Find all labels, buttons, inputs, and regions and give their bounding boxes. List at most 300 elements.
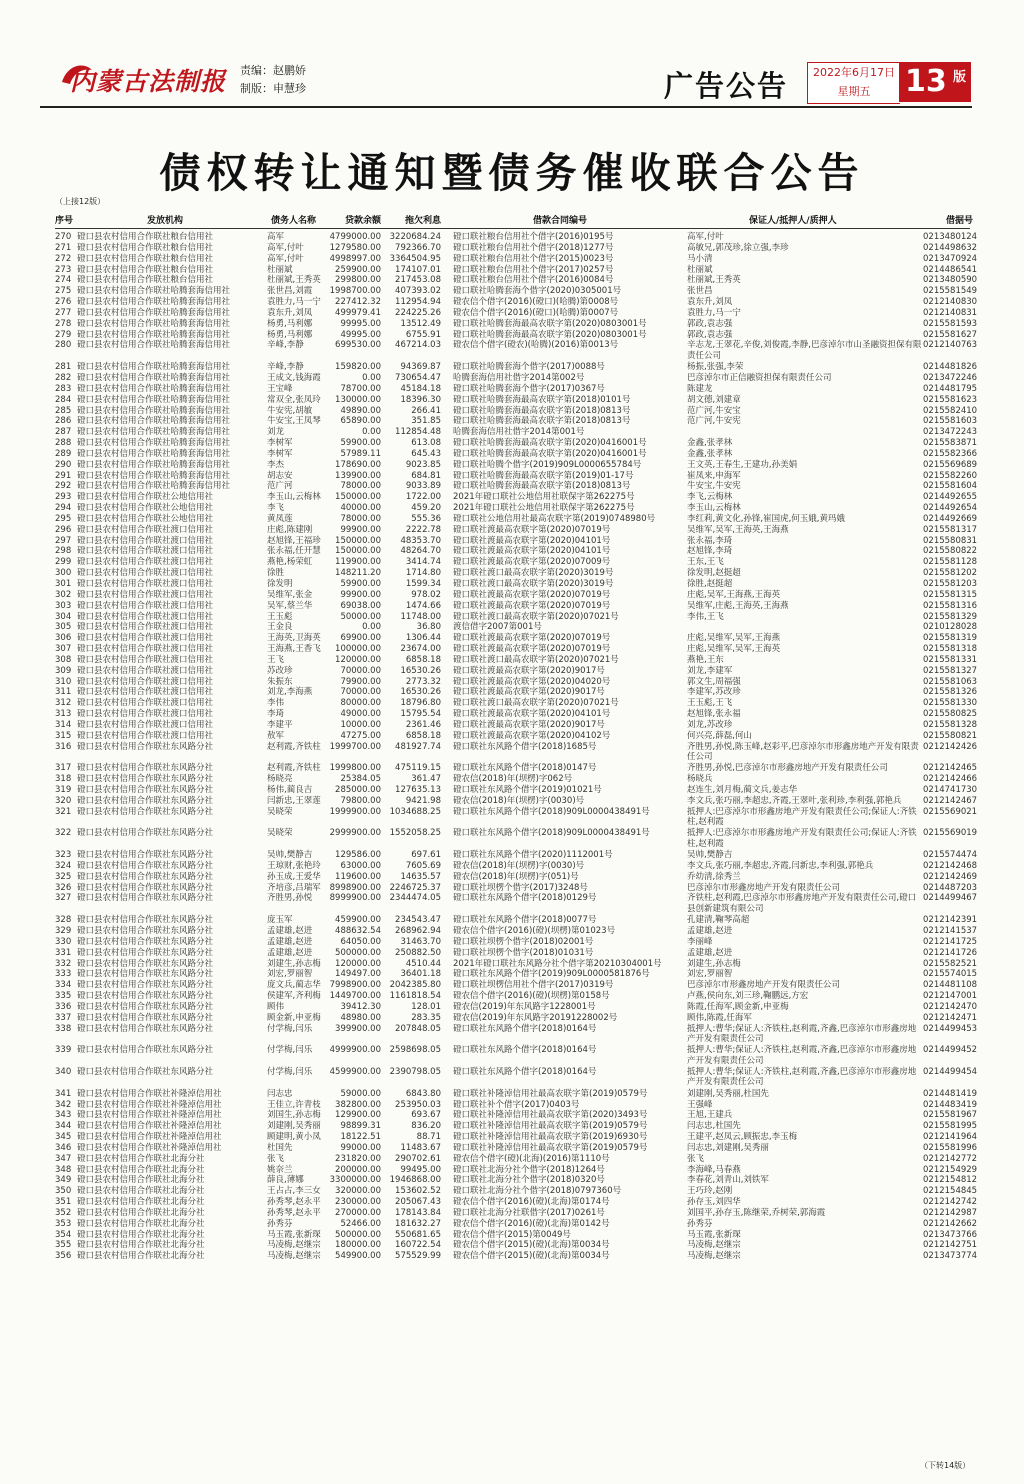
row-seq: 335 <box>55 991 72 1002</box>
row-debtor: 刘龙 <box>267 427 285 438</box>
producer-line: 制版：申慧珍 <box>240 82 306 95</box>
row-seq: 300 <box>55 568 72 579</box>
row-guarantor: 抵押人:曹华;保证人:齐铁柱,赵利霞,齐鑫,巴彦淖尔市形鑫房地产开发有限责任公司 <box>687 1023 917 1045</box>
row-guarantor: 徐胜,赵挺超 <box>687 579 733 589</box>
row-seq: 321 <box>55 806 72 817</box>
row-guarantor: 王文英,王春生,王建功,孙美娟 <box>687 459 798 470</box>
table-row <box>55 1142 978 1154</box>
row-lender: 磴口县农村信用合作联社公地信用社 <box>77 513 214 524</box>
row-guarantor: 孙秀芬 <box>687 1218 713 1229</box>
row-balance: 285000.00 <box>335 785 381 796</box>
row-seq: 274 <box>55 275 72 286</box>
row-balance: 69900.00 <box>340 633 381 644</box>
row-guarantor: 范广河,牛安宝 <box>687 405 741 416</box>
row-balance: 40000.00 <box>340 503 381 514</box>
row-seq: 350 <box>55 1186 72 1197</box>
row-seq: 349 <box>55 1175 72 1186</box>
row-debtor: 徐发明 <box>267 579 293 589</box>
row-seq: 285 <box>55 405 72 416</box>
row-debtor: 张飞 <box>267 1153 285 1164</box>
row-contract: 磴口联社渡最高农联字第(2020)04101号 <box>453 546 611 557</box>
row-guarantor: 李飞,云梅林 <box>687 492 733 503</box>
row-debtor: 刘国生,孙志梅 <box>267 1110 321 1121</box>
row-lender: 磴口县农村信用合作联社东风路分社 <box>77 915 214 926</box>
table-row <box>55 427 978 438</box>
row-lender: 磴口县农村信用合作联社东风路分社 <box>77 871 214 882</box>
row-lender: 磴口县农村信用合作联社东风路分社 <box>77 969 214 980</box>
row-guarantor: 赵连生,刘月梅,蔺文兵,姜志华 <box>687 785 798 796</box>
table-row <box>55 969 978 980</box>
row-seq: 319 <box>55 785 72 796</box>
row-interest: 6843.80 <box>405 1088 441 1099</box>
row-balance: 49890.00 <box>340 405 381 416</box>
row-interest: 693.67 <box>411 1110 441 1121</box>
row-contract: 磴农信个借字(2015)(磴)(北海)第0034号 <box>453 1251 610 1262</box>
row-seq: 348 <box>55 1164 72 1175</box>
row-lender: 磴口县农村信用合作联社东风路分社 <box>77 1012 214 1023</box>
row-balance: 129900.00 <box>335 1110 381 1121</box>
row-debtor: 袁东升,刘凤 <box>267 307 313 318</box>
row-seq: 289 <box>55 448 72 459</box>
row-seq: 311 <box>55 687 72 698</box>
row-guarantor: 抵押人:巴彦淖尔市形鑫房地产开发有限责任公司;保证人:齐铁柱,赵利霞 <box>687 828 917 849</box>
row-receipt: 0215569689 <box>923 459 978 470</box>
row-receipt: 0215580821 <box>923 730 978 741</box>
row-seq: 296 <box>55 524 72 535</box>
row-guarantor: 闫志忠,杜国先 <box>687 1121 741 1132</box>
row-receipt: 0212142465 <box>923 763 978 774</box>
table-row <box>55 307 978 319</box>
row-receipt: 0212142426 <box>923 741 978 752</box>
row-contract: 磴农信个借字(2016)(磴)(坝楞)第01023号 <box>453 926 616 936</box>
row-contract: 磴口联社粮台信用社个借字(2015)0023号 <box>453 253 614 264</box>
row-lender: 磴口县农村信用合作联社渡口信用社 <box>77 698 214 709</box>
row-lender: 磴口县农村信用合作联社哈腾套海信用社 <box>77 470 231 481</box>
row-debtor: 马凌梅,赵继宗 <box>267 1251 321 1262</box>
row-contract: 磴口联社粮台信用社个借字(2016)0084号 <box>453 275 614 286</box>
table-row <box>55 806 978 829</box>
row-receipt: 0212154845 <box>923 1186 978 1197</box>
row-receipt: 0213472246 <box>923 372 978 383</box>
row-guarantor: 王强峰 <box>687 1099 713 1110</box>
row-guarantor: 孟建雄,赵进 <box>687 947 733 958</box>
row-seq: 353 <box>55 1218 72 1229</box>
row-interest: 684.81 <box>411 470 441 481</box>
row-contract: 磴口联社东风路个借字(2018)0164号 <box>453 1023 597 1034</box>
row-interest: 9421.98 <box>405 795 441 806</box>
row-contract: 磴口联社渡最高农联字第(2020)07019号 <box>453 644 611 655</box>
row-interest: 792366.70 <box>395 242 441 253</box>
row-guarantor: 王巧玲,赵刚 <box>687 1186 733 1197</box>
row-seq: 295 <box>55 513 72 524</box>
row-seq: 352 <box>55 1207 72 1218</box>
row-seq: 322 <box>55 828 72 839</box>
row-guarantor: 齐胜男,孙悦,陈玉峰,赵彩平,巴彦淖尔市形鑫房地产开发有限责任公司 <box>687 741 919 763</box>
table-row <box>55 1229 978 1241</box>
row-contract: 磴口联社粮台信用社个借字(2018)1277号 <box>453 242 614 253</box>
row-debtor: 常双全,张凤玲 <box>267 394 321 405</box>
row-interest: 224225.26 <box>395 307 441 318</box>
row-interest: 1722.00 <box>405 492 441 503</box>
row-debtor: 范广河 <box>267 481 293 492</box>
row-balance: 119600.00 <box>335 871 381 882</box>
row-contract: 哈腾套海信用社借字2014第001号 <box>453 427 585 438</box>
row-interest: 1552058.25 <box>389 828 441 839</box>
editor-line: 责编：赵鹏娇 <box>240 64 306 77</box>
row-contract: 磴口联社渡最高农联字第(2020)07019号 <box>453 633 611 644</box>
row-interest: 2042385.80 <box>389 980 441 991</box>
table-row <box>55 709 978 720</box>
row-lender: 磴口县农村信用合作联社粮台信用社 <box>77 253 214 264</box>
row-contract: 磴农信个借字(磴)(北海)(2016)第1110号 <box>453 1153 610 1164</box>
header-guarantor: 保证人/抵押人/质押人 <box>749 216 837 226</box>
table-row <box>55 774 978 785</box>
row-balance: 399900.00 <box>335 1023 381 1034</box>
row-interest: 181632.27 <box>395 1218 441 1229</box>
row-balance: 65890.00 <box>340 416 381 427</box>
row-debtor: 李飞 <box>267 503 285 514</box>
row-contract: 磴口联社东风路个借字(2019)01021号 <box>453 785 602 796</box>
row-balance: 78700.00 <box>340 383 381 394</box>
row-interest: 266.41 <box>411 405 441 416</box>
row-guarantor: 范广河,牛安宪 <box>687 416 741 427</box>
row-seq: 336 <box>55 1001 72 1012</box>
row-receipt: 0212142662 <box>923 1218 978 1229</box>
row-interest: 1034688.25 <box>389 806 441 817</box>
row-contract: 哈腾套海信用社借字2014第002号 <box>453 372 585 383</box>
row-seq: 290 <box>55 459 72 470</box>
row-debtor: 薛良,薄娜 <box>267 1175 304 1186</box>
row-debtor: 李杰 <box>267 459 285 470</box>
row-contract: 磴口联社东风路个借字(2018)909L0000438491号 <box>453 806 650 817</box>
row-interest: 16530.26 <box>400 665 441 676</box>
row-interest: 23674.00 <box>400 644 441 655</box>
row-lender: 磴口县农村信用合作联社补隆淖信用社 <box>77 1132 222 1143</box>
issue-date: 2022年6月17日 <box>813 66 895 79</box>
row-seq: 279 <box>55 329 72 340</box>
row-guarantor: 杨振,张强,李荣 <box>687 362 744 373</box>
row-contract: 磴口联社坝楞信用社个借字(2017)0319号 <box>453 980 614 991</box>
row-balance: 49995.00 <box>340 329 381 340</box>
row-interest: 2598698.05 <box>389 1045 441 1056</box>
row-receipt: 0214481419 <box>923 1088 978 1099</box>
header-balance: 贷款余额 <box>344 216 381 226</box>
masthead-rule <box>40 106 972 108</box>
row-seq: 327 <box>55 893 72 904</box>
row-receipt: 0215581330 <box>923 698 978 709</box>
table-row <box>55 297 978 308</box>
table-row <box>55 687 978 698</box>
row-balance: 130000.00 <box>335 394 381 405</box>
row-contract: 磴农信个借字(2016)(磴)(北海)第0142号 <box>453 1218 610 1229</box>
row-debtor: 燕艳,杨荣虹 <box>267 557 313 568</box>
row-interest: 127635.13 <box>395 785 441 796</box>
page-title: 债权转让通知暨债务催收联合公告 <box>159 149 865 197</box>
row-balance: 2999900.00 <box>329 828 381 839</box>
row-debtor: 王海燕,王香飞 <box>267 644 321 655</box>
row-receipt: 0215580831 <box>923 535 978 546</box>
row-seq: 273 <box>55 264 72 275</box>
table-row <box>55 1251 978 1262</box>
row-guarantor: 马小清 <box>687 253 713 264</box>
row-receipt: 0212142742 <box>923 1197 978 1208</box>
row-receipt: 0215581623 <box>923 394 978 405</box>
row-lender: 磴口县农村信用合作联社北海分社 <box>77 1164 205 1175</box>
header-seq: 序号 <box>55 216 74 226</box>
row-seq: 313 <box>55 709 72 720</box>
row-receipt: 0215581326 <box>923 687 978 698</box>
row-balance: 1999900.00 <box>329 806 381 817</box>
row-seq: 276 <box>55 297 72 308</box>
row-guarantor: 吴帅,樊静吉 <box>687 850 733 861</box>
table-row <box>55 893 978 915</box>
row-interest: 88.71 <box>416 1132 441 1143</box>
row-interest: 174107.01 <box>395 264 441 275</box>
row-balance: 0.00 <box>362 622 381 633</box>
row-receipt: 0212147001 <box>923 991 978 1002</box>
row-interest: 153602.52 <box>395 1186 441 1197</box>
row-debtor: 李树军 <box>267 438 293 449</box>
row-balance: 99900.00 <box>340 589 381 600</box>
row-receipt: 0212142751 <box>923 1240 978 1251</box>
table-row <box>55 318 978 330</box>
row-debtor: 牛安宝,王凤琴 <box>267 416 321 427</box>
row-seq: 356 <box>55 1251 72 1262</box>
row-balance: 159820.00 <box>335 362 381 373</box>
row-seq: 271 <box>55 242 72 253</box>
row-seq: 351 <box>55 1197 72 1208</box>
row-debtor: 王佳立,许青枝 <box>267 1099 321 1110</box>
row-seq: 354 <box>55 1229 72 1240</box>
row-lender: 磴口县农村信用合作联社补隆淖信用社 <box>77 1088 222 1099</box>
row-guarantor: 马凌梅,赵继宗 <box>687 1251 741 1262</box>
row-interest: 112954.94 <box>395 297 441 308</box>
row-guarantor: 金鑫,张孝林 <box>687 438 733 449</box>
row-contract: 磴农信个借字(2016)(磴口)(哈腾)第0008号 <box>453 297 619 308</box>
row-debtor: 孟建雄,赵进 <box>267 936 313 947</box>
table-row <box>55 1153 978 1165</box>
row-debtor: 高军,付叶 <box>267 242 304 253</box>
row-lender: 磴口县农村信用合作联社粮台信用社 <box>77 232 214 242</box>
table-row <box>55 1197 978 1208</box>
row-debtor: 杜丽斌 <box>267 264 293 275</box>
row-receipt: 0213480124 <box>923 232 978 242</box>
row-seq: 324 <box>55 860 72 871</box>
row-debtor: 敖军 <box>267 730 285 741</box>
row-lender: 磴口县农村信用合作联社北海分社 <box>77 1186 205 1197</box>
row-balance: 57989.11 <box>340 448 381 459</box>
row-guarantor: 赵旭锋,李琦 <box>687 546 733 557</box>
row-balance: 500000.00 <box>335 1229 381 1240</box>
row-interest: 555.36 <box>411 513 441 524</box>
row-debtor: 辛峰,李静 <box>267 340 304 351</box>
row-debtor: 王宝峰 <box>267 383 293 394</box>
row-guarantor: 卢燕,侯向东,刘三珍,鞠鹏远,方宏 <box>687 991 809 1002</box>
row-interest: 481927.74 <box>395 741 441 752</box>
row-interest: 94369.87 <box>400 362 441 373</box>
row-contract: 磴口联社哈腾套海最高农联字第(2018)0813号 <box>453 405 631 416</box>
row-seq: 323 <box>55 850 72 861</box>
table-row <box>55 828 978 850</box>
row-contract: 磴口联社坝楞个借字(2017)3248号 <box>453 882 588 893</box>
issue-weekday: 星期五 <box>837 85 871 98</box>
row-debtor: 孙秀芬 <box>267 1218 293 1229</box>
table-row <box>55 980 978 991</box>
row-contract: 2021年磴口联社东风路分社个借字第20210304001号 <box>453 958 662 969</box>
row-seq: 338 <box>55 1023 72 1034</box>
row-balance: 4999900.00 <box>329 1045 381 1056</box>
row-seq: 344 <box>55 1121 72 1132</box>
row-seq: 339 <box>55 1045 72 1056</box>
row-guarantor: 王玉彪,王飞 <box>687 698 733 709</box>
row-interest: 9023.85 <box>405 459 441 470</box>
row-balance: 320000.00 <box>335 1186 381 1197</box>
row-balance: 25384.05 <box>340 774 381 785</box>
row-receipt: 0214492655 <box>923 492 978 503</box>
table-row <box>55 785 978 796</box>
row-receipt: 0215569021 <box>923 806 978 817</box>
row-balance: 52466.00 <box>340 1218 381 1229</box>
row-receipt: 0210128028 <box>923 622 978 633</box>
row-balance: 63000.00 <box>340 860 381 871</box>
row-lender: 磴口县农村信用合作联社渡口信用社 <box>77 654 214 665</box>
row-lender: 磴口县农村信用合作联社渡口信用社 <box>77 665 214 676</box>
table-row <box>55 383 978 395</box>
row-receipt: 0215581996 <box>923 1142 978 1153</box>
row-seq: 341 <box>55 1088 72 1099</box>
row-guarantor: 齐胜男,孙悦,巴彦淖尔市形鑫房地产开发有限责任公司 <box>687 763 888 774</box>
row-guarantor: 孟建雄,赵进 <box>687 926 733 936</box>
row-interest: 2773.32 <box>405 676 441 687</box>
row-lender: 磴口县农村信用合作联社哈腾套海信用社 <box>77 329 231 340</box>
row-receipt: 0215581604 <box>923 481 978 492</box>
table-row <box>55 665 978 677</box>
row-receipt: 0215581203 <box>923 579 978 589</box>
row-contract: 磴口联社哈腾套海最高农联字第(2018)0813号 <box>453 481 631 492</box>
row-balance: 150000.00 <box>335 535 381 546</box>
row-debtor: 付学梅,闫乐 <box>267 1045 313 1056</box>
row-interest: 550681.65 <box>395 1229 441 1240</box>
row-guarantor: 牛安宝,牛安宪 <box>687 481 741 492</box>
row-receipt: 0212140763 <box>923 340 978 351</box>
row-lender: 磴口县农村信用合作联社哈腾套海信用社 <box>77 362 231 373</box>
row-seq: 297 <box>55 535 72 546</box>
row-guarantor: 李建军,苏改珍 <box>687 687 741 698</box>
row-lender: 磴口县农村信用合作联社北海分社 <box>77 1175 205 1186</box>
row-guarantor: 庄彪,吴军,王海燕,王海英 <box>687 589 781 600</box>
row-balance: 139900.00 <box>335 470 381 481</box>
row-receipt: 0215581063 <box>923 676 978 687</box>
row-debtor: 杨伟,蔺良吉 <box>267 785 313 796</box>
row-seq: 270 <box>55 232 72 242</box>
table-row <box>55 232 978 243</box>
masthead <box>0 0 1024 112</box>
row-seq: 283 <box>55 383 72 394</box>
table-row <box>55 568 978 579</box>
row-interest: 1946868.00 <box>389 1175 441 1186</box>
row-interest: 205067.43 <box>395 1197 441 1208</box>
table-row <box>55 405 978 417</box>
row-lender: 磴口县农村信用合作联社渡口信用社 <box>77 611 214 622</box>
table-row <box>55 275 978 286</box>
row-balance: 4998997.00 <box>329 253 381 264</box>
continued-from-note: （上接12版） <box>55 197 106 206</box>
row-balance: 488632.54 <box>335 926 381 936</box>
row-guarantor: 胡文德,刘建章 <box>687 394 741 405</box>
row-debtor: 姚奈兰 <box>267 1164 293 1175</box>
row-receipt: 0212142772 <box>923 1153 978 1164</box>
row-guarantor: 李玉山,云梅林 <box>687 503 741 514</box>
table-row <box>55 459 978 471</box>
table-row <box>55 264 978 276</box>
row-debtor: 马凌梅,赵继宗 <box>267 1240 321 1251</box>
row-guarantor: 金鑫,张孝林 <box>687 448 733 459</box>
row-balance: 129586.00 <box>335 850 381 861</box>
row-balance: 70000.00 <box>340 687 381 698</box>
row-contract: 磴农信个借字(2016)(磴)(坝楞)第0158号 <box>453 991 610 1002</box>
row-contract: 2021年磴口联社公地信用社联保字第262275号 <box>453 503 635 514</box>
row-lender: 磴口县农村信用合作联社哈腾套海信用社 <box>77 459 231 470</box>
table-row <box>55 882 978 894</box>
row-seq: 282 <box>55 372 72 383</box>
row-seq: 277 <box>55 307 72 318</box>
row-debtor: 李玉山,云梅林 <box>267 492 321 503</box>
row-contract: 磴农信(2019)年东风路字1228001号 <box>453 1001 596 1012</box>
row-contract: 磴口联社哈腾套海最高农联字第(2018)0813号 <box>453 416 631 427</box>
row-debtor: 赵利霞,齐铁柱 <box>267 741 321 752</box>
row-guarantor: 庄彪,吴维军,吴军,王海燕 <box>687 633 781 644</box>
row-debtor: 刘龙,李海燕 <box>267 687 313 698</box>
row-contract: 磴口联社渡最高农联字第(2020)9017号 <box>453 665 605 676</box>
row-balance: 79800.00 <box>340 795 381 806</box>
row-receipt: 0215581319 <box>923 633 978 644</box>
row-receipt: 0214481795 <box>923 383 978 394</box>
row-balance: 119900.00 <box>335 557 381 568</box>
row-contract: 磴口联社渡最高农联字第(2020)04101号 <box>453 709 611 720</box>
row-balance: 1999700.00 <box>329 741 381 752</box>
table-row <box>55 340 978 362</box>
newspaper-logo: 内蒙古法制报 <box>70 67 227 96</box>
row-contract: 磴口联社补隆淖信用社最高农联字第(2019)0579号 <box>453 1088 648 1099</box>
row-lender: 磴口县农村信用合作联社粮台信用社 <box>77 264 214 275</box>
row-guarantor: 乔幼清,徐秀兰 <box>687 871 741 882</box>
row-lender: 磴口县农村信用合作联社渡口信用社 <box>77 535 214 546</box>
row-contract: 磴口联社补隆淖信用社最高农联字第(2019)0579号 <box>453 1142 648 1153</box>
row-balance: 149497.00 <box>335 969 381 980</box>
row-seq: 318 <box>55 774 72 785</box>
row-lender: 磴口县农村信用合作联社补隆淖信用社 <box>77 1099 222 1110</box>
row-contract: 磴口联社北海分社联借字(2017)0261号 <box>453 1207 605 1218</box>
row-receipt: 0212140830 <box>923 297 978 308</box>
row-debtor: 刘宏,罗丽智 <box>267 969 313 980</box>
section-title: 广告公告 <box>664 69 789 103</box>
row-seq: 286 <box>55 416 72 427</box>
row-guarantor: 孙存玉,刘四华 <box>687 1197 741 1208</box>
row-receipt: 0214492669 <box>923 513 978 524</box>
table-row <box>55 492 978 503</box>
table-row <box>55 589 978 601</box>
row-interest: 178143.84 <box>395 1207 441 1218</box>
row-balance: 47275.00 <box>340 730 381 741</box>
row-balance: 499979.41 <box>335 307 381 318</box>
row-receipt: 0215581327 <box>923 665 978 676</box>
row-guarantor: 徐发明,赵挺超 <box>687 568 741 579</box>
row-lender: 磴口县农村信用合作联社渡口信用社 <box>77 589 214 600</box>
table-row <box>55 470 978 482</box>
row-lender: 磴口县农村信用合作联社东风路分社 <box>77 893 214 904</box>
row-receipt: 0214498632 <box>923 242 978 253</box>
row-contract: 磴农信个借字(2015)第0049号 <box>453 1229 571 1240</box>
